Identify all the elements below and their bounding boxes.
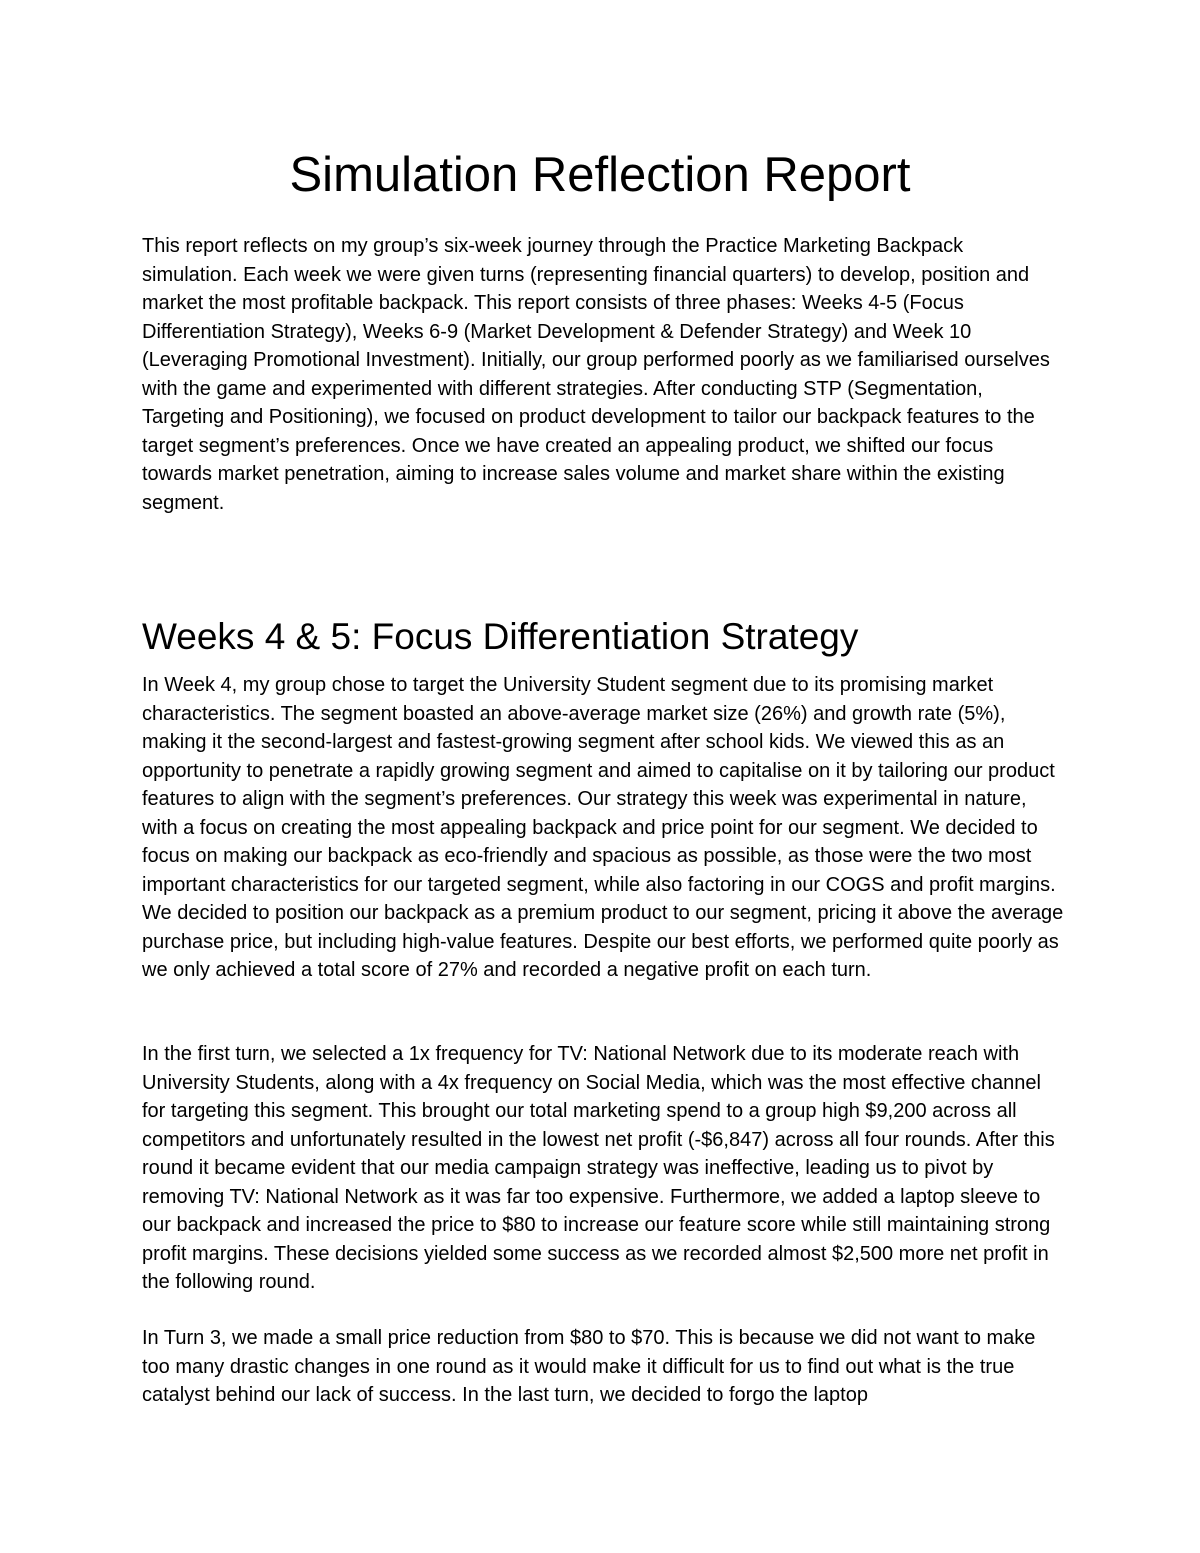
- intro-paragraph: This report reflects on my group’s six-week journey through the Practice Marketing Backpack simulation. Each week we were given turns (representing financial quarters) to develop, position and market the most profitable backpack. This report consists of three phases: Weeks 4-5 (Focus Differentiation Strategy), Weeks 6-9 (Market Development & Defender Strategy) and Week 10 (Leveraging Promotional Investment). Initially, our group performed poorly as we familiarised ourselves with the game and experimented with different strategies. After conducting STP (Segmentation, Targeting and Positioning), we focused on product development to tailor our backpack features to the target segment’s preferences. Once we have created an appealing product, we shifted our focus towards market penetration, aiming to increase sales volume and market share within the existing segment.: [142, 235, 1050, 514]
- page-title: Simulation Reflection Report: [289, 148, 911, 202]
- section-heading: Weeks 4 & 5: Focus Differentiation Strategy: [142, 616, 859, 657]
- section-paragraph-1: In Week 4, my group chose to target the University Student segment due to its promising market characteristics. The segment boasted an above-average market size (26%) and growth rate (5%), making it the second-largest and fastest-growing segment after school kids. We viewed this as an opportunity to penetrate a rapidly growing segment and aimed to capitalise on it by tailoring our product features to align with the segment’s preferences. Our strategy this week was experimental in nature, with a focus on creating the most appealing backpack and price point for our segment. We decided to focus on making our backpack as eco-friendly and spacious as possible, as those were the two most important characteristics for our targeted segment, while also factoring in our COGS and profit margins. We decided to position our backpack as a premium product to our segment, pricing it above the average purchase price, but including high-value features. Despite our best efforts, we performed quite poorly as we only achieved a total score of 27% and recorded a negative profit on each turn.: [142, 674, 1064, 981]
- section-paragraph-2: In the first turn, we selected a 1x frequency for TV: National Network due to its moderate reach with University Students, along with a 4x frequency on Social Media, which was the most effective channel for targeting this segment. This brought our total marketing spend to a group high $9,200 across all competitors and unfortunately resulted in the lowest net profit (-$6,847) across all four rounds. After this round it became evident that our media campaign strategy was ineffective, leading us to pivot by removing TV: National Network as it was far too expensive. Furthermore, we added a laptop sleeve to our backpack and increased the price to $80 to increase our feature score while still maintaining strong profit margins. These decisions yielded some success as we recorded almost $2,500 more net profit in the following round.: [142, 1043, 1055, 1293]
- section-paragraph-3: In Turn 3, we made a small price reduction from $80 to $70. This is because we did not want to make too many drastic changes in one round as it would make it difficult for us to find out what is the true catalyst behind our lack of success. In the last turn, we decided to forgo the laptop: [142, 1327, 1036, 1406]
